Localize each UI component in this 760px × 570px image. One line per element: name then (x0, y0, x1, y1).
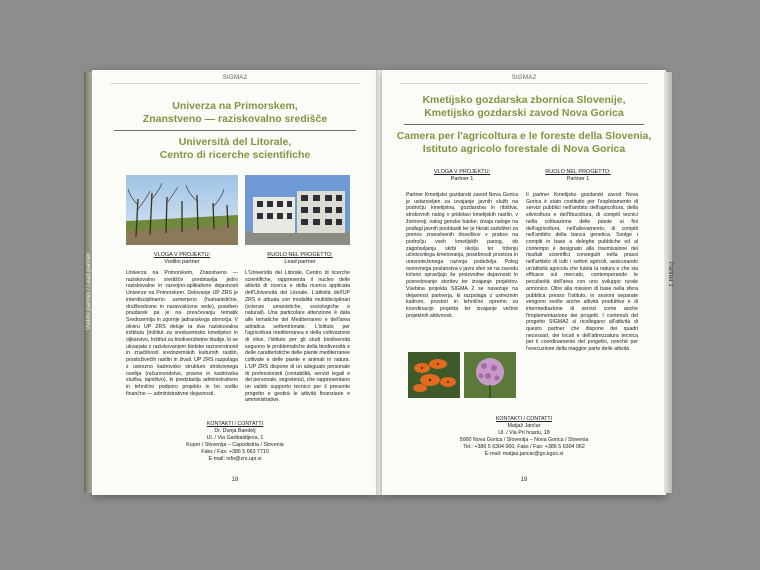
role-label-it: RUOLO NEL PROGETTO: Partner 1 (545, 169, 611, 182)
running-header: SIGMA2 (511, 75, 537, 81)
left-page (92, 70, 378, 495)
description-sl: Partner Kmetijsko gozdarski zavod Nova Gorica je ustanovljen za izvajanje javnih služb na področju kmetijstva, gozdarstva in ribištva, strokovnih nalog v pridelavi kmetijskih rastlin, v živinoreji, nalog genske banke; izvaja naloge na podlagi javnih pooblastil ter je hkrati zadolžen za prenos znanstvenih dosežkov v prakso na področju vseh kmetijskih panog, ob zagotavljanju skrbi okolju ter trženju učinkovitega kmetovanja, posebnosti prostora in uravnoteženega razvoja podeželja. Poleg osnovnega poslanstva v javni sferi se na zavodu ločeno opravljajo še proizvodne dejavnosti in posredovanje storitev ter izvajanje projektov. Vsebina projekta SIGMA 2 se navezuje na dejavnost partnerja, ki razpolaga z ustreznim kadrom, prostori in tehnično opremo za koordinacijo projekta ter izvajanje večine projektnih aktivnosti. (406, 192, 518, 319)
institute-building-photo (245, 175, 350, 245)
contact-block: KONTAKTI / CONTATTI Matjaž Jančar Ul. / Via Pri hrastu, 18 5000 Nova Gorica / Slovenija – Nova Gorica / Slovenia Tel.: +386 5 6304 000, Faks / Fax: +386 5 6304 062 E-mail: matjaz.jancar@go.kgzs.si (459, 416, 589, 457)
role-label-it: RUOLO NEL PROGETTO: Lead partner (267, 252, 333, 265)
role-label-sl: VLOGA V PROJEKTU: Partner 1 (433, 169, 491, 182)
title-divider (404, 124, 644, 125)
header-rule (400, 83, 648, 84)
description-it: Il partner Kmetijsko gozdarski zavod Nova Gorica è stato costituito per l'espletamento di servizi pubblici nell'ambito dell'agricoltura, della silvicoltura e dell'ittucoltura, di compiti tecnici nella coltivazione delle piante ai fini dell'agricoltura, nell'allevamento, di compiti nell'ambito della banca genetica. Svolge i compiti in base a deleghe pubbliche ed al contempo è designato alla trasmissione dei risultati scientifici conseguiti nella prassi nell'ambito di tutti i settori agricoli, assicurando un'attività agricola che tutela la natura e che sia efficace sul mercato, contemperando le peculiarità dell'area con uno sviluppo rurale armonico. Oltre alla mission di base nella sfera pubblica presso l'istituto, in sezioni separate vengono svolte anche attività produttive e di intermediazione di servizi come anche l'implementazione dei progetti. I contenuti del progetto SIGMA2 si ricollegano all'attività di questo partner che dispone dei quadri necessari, dei locali e dell'attrezzatura tecnica per il coordinamento del progetto, nonché per l'esecuzione della maggior parte delle attività. (526, 192, 638, 353)
description-it: L'Università del Litorale, Centro di ricerche scientifiche, rappresenta il nucleo delle attività di ricerca e della ricerca applicata dell'Università del Litorale. L'attività dell'UP ZRS è attuata con modalità multidisciplinari (scienze umanistiche, sociologiche e naturali). Una particolare attenzione è data alle tematiche del Mediterraneo e dell'area adriatica settentrionale. L'istituto per l'agricoltura mediterranea e della coltivazione di olive, l'istituto per gli studi biodiversità seguono le problematiche della biodiversità e delle caratteristiche delle piante mediterranee coltivate e delle piante e animali in natura. L'UP ZRS dispone di un adeguato personale di professionisti (contabilità, servizi legali e del personale, segreteria), che rappresentano un valido supporto tecnico per il presente progetto e gestirà le attività finanziarie e amministrative. (245, 270, 350, 404)
running-header: SIGMA2 (222, 75, 248, 81)
partner-title-sl: Univerza na Primorskem, Znanstveno — raziskovalno središče (142, 100, 328, 125)
page-number: 19 (520, 477, 528, 483)
side-tab-label: Vodilni partner / Lead partner (86, 252, 92, 330)
partner-title-it: Università del Litorale, Centro di ricerche scientifiche (159, 136, 311, 161)
side-tab-label: Partner 1 (667, 262, 673, 287)
header-rule (110, 83, 360, 84)
partner-title-it: Camera per l'agricoltura e le foreste della Slovenia, Istituto agricolo forestale di Nova Gorica (396, 130, 652, 155)
right-page (382, 70, 666, 495)
partner-title-sl: Kmetijsko gozdarska zbornica Slovenije, Kmetijsko gozdarski zavod Nova Gorica (422, 94, 626, 119)
contact-block: KONTAKTI / CONTATTI Dr. Dunja Bandelj Ul. / Via Garibaldijeva, 1 Koper / Slovenija – Capodistria / Slovenia Faks / Fax: +386 5 663 7710 E-mail: info@zrs.upr.si (186, 421, 284, 462)
page-number: 18 (231, 477, 239, 483)
allium-flower-photo (464, 352, 516, 398)
title-divider (114, 130, 356, 131)
lily-flower-photo (408, 352, 460, 398)
vineyard-photo (126, 175, 238, 245)
role-label-sl: VLOGA V PROJEKTU: Vodilni partner (153, 252, 211, 265)
description-sl: Univerza na Primorskem, Znanstveno — raziskovalno središče predstavlja jedro raziskovalne in razvojno-aplikativne dejavnosti Univerze na Primorskem. Delovanje UP ZRS je interdisciplinarno usmerjeno (humanistične, družboslovne in naravoslovne vede), poseben poudarek pa je na preučevanju tematik Sredozemlja in zgornje jadranskega območja. V okviru UP ZRS deluje ta dva raziskovalna inštituta (Inštitut za sredozemsko kmetijstvo in oljkarstvo, Inštitut za biodiverzitetne študije, ki se ukvarjata z raziskovanjem biotske raznovrstnosti in značilnosti sredozemskih kulturnih rastlin, prostoživečih rastlin in živali. UP ZRS razpolaga z ustrezno kadrovsko strukturo strokovnega osebja (računovodstvo, pravna in kadrovska služba, tajništvo), ki predstavlja administrativno in tehnično podporo projektu in bo vodilo finančno — administrativne dejavnosti. (126, 270, 238, 397)
